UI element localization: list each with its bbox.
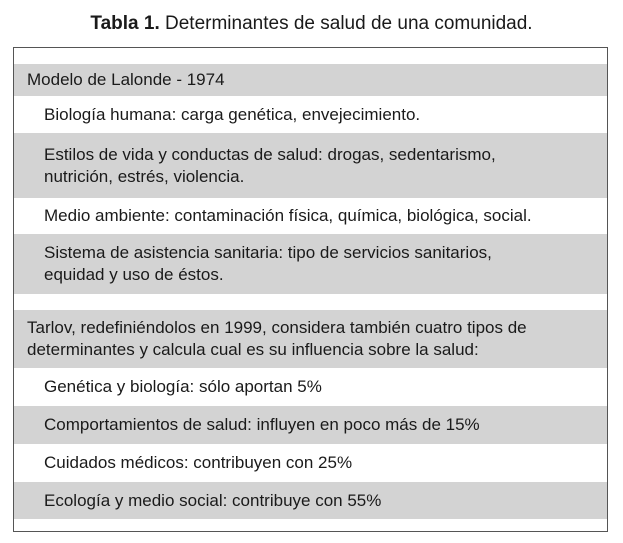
tarlov-item-text: Genética y biología: sólo aportan 5% bbox=[44, 377, 322, 396]
tarlov-item-row bbox=[14, 482, 607, 519]
tarlov-header-text: determinantes y calcula cual es su influencia sobre la salud: bbox=[27, 340, 479, 359]
lalonde-item-text: Biología humana: carga genética, envejecimiento. bbox=[44, 104, 421, 124]
tarlov-item-row bbox=[14, 406, 607, 444]
table-caption bbox=[0, 12, 623, 36]
lalonde-item-text: nutrición, estrés, violencia. bbox=[44, 166, 245, 186]
tarlov-header-text: Tarlov, redefiniéndolos en 1999, considera también cuatro tipos de bbox=[27, 318, 527, 337]
lalonde-item-text: Medio ambiente: contaminación física, química, biológica, social. bbox=[44, 206, 532, 225]
determinants-table bbox=[13, 47, 608, 532]
table-number: Tabla 1. bbox=[90, 13, 160, 34]
lalonde-item-row bbox=[14, 234, 607, 294]
lalonde-item-row bbox=[14, 198, 607, 234]
lalonde-item-text: Estilos de vida y conductas de salud: drogas, sedentarismo, bbox=[44, 144, 496, 164]
lalonde-item-row bbox=[14, 96, 607, 133]
lalonde-item-text: Sistema de asistencia sanitaria: tipo de servicios sanitarios, bbox=[44, 243, 492, 262]
tarlov-header-row bbox=[14, 310, 607, 368]
lalonde-header-row bbox=[14, 64, 607, 96]
tarlov-item-text: Cuidados médicos: contribuyen con 25% bbox=[44, 453, 353, 472]
tarlov-item-text: Ecología y medio social: contribuye con 55% bbox=[44, 490, 382, 510]
tarlov-item-row bbox=[14, 444, 607, 482]
tarlov-item-text: Comportamientos de salud: influyen en poco más de 15% bbox=[44, 415, 480, 434]
table-title: Determinantes de salud de una comunidad. bbox=[165, 13, 533, 34]
tarlov-item-row bbox=[14, 368, 607, 406]
lalonde-header-text: Modelo de Lalonde - 1974 bbox=[27, 70, 225, 89]
lalonde-item-text: equidad y uso de éstos. bbox=[44, 265, 224, 284]
lalonde-item-row bbox=[14, 133, 607, 198]
